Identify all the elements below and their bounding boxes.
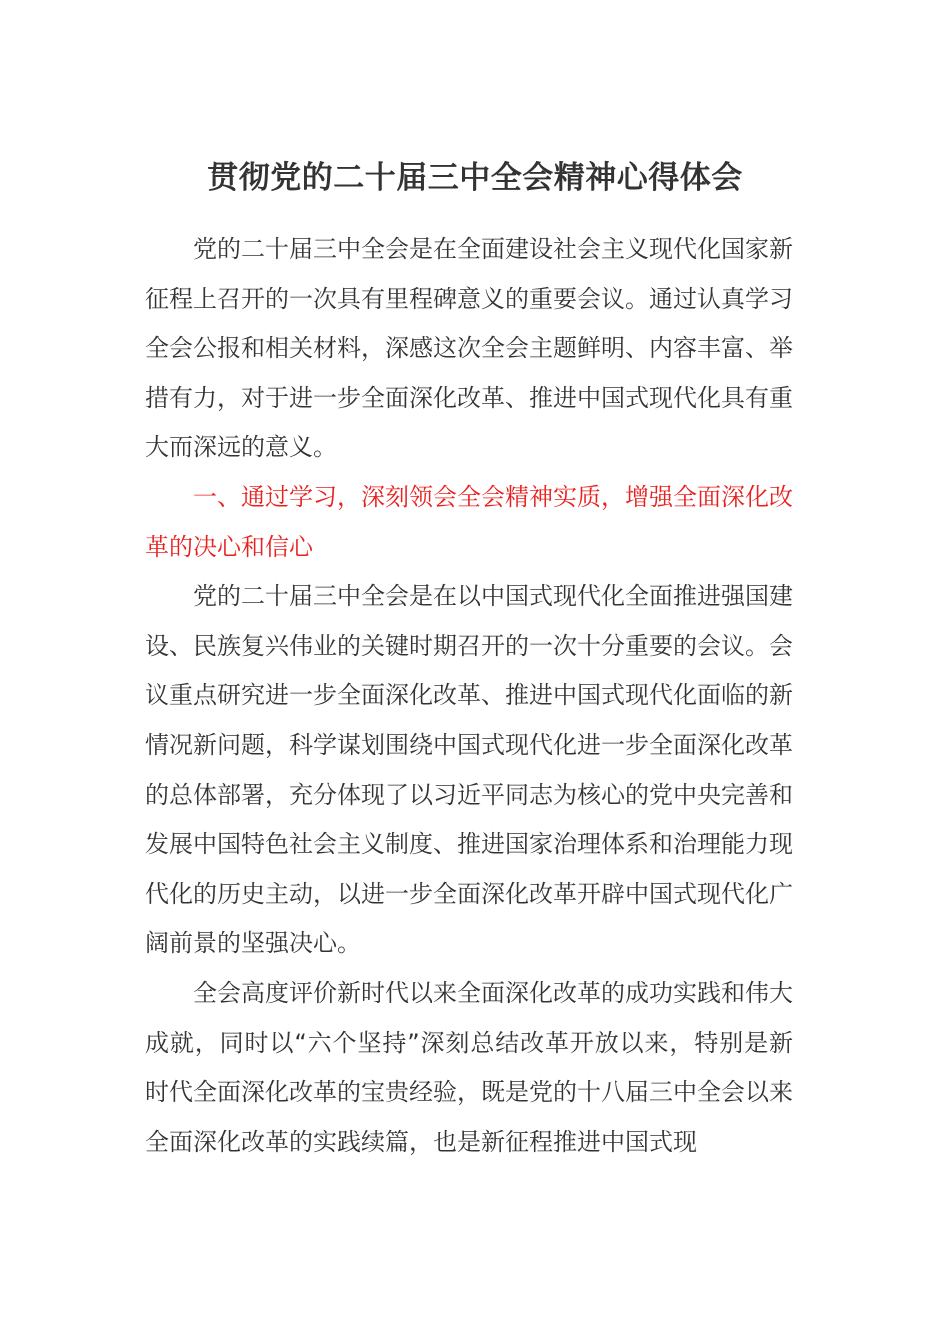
paragraph-section-1-b: 全会高度评价新时代以来全面深化改革的成功实践和伟大成就，同时以“六个坚持”深刻总结改革开放以来，特别是新时代全面深化改革的宝贵经验，既是党的十八届三中全会以来全面深化改革的实践续篇，也是新征程推进中国式现 <box>145 978 793 1156</box>
document-title: 贯彻党的二十届三中全会精神心得体会 <box>207 160 743 196</box>
document-body <box>145 225 793 1167</box>
section-heading-1: 一、通过学习，深刻领会全会精神实质，增强全面深化改革的决心和信心 <box>145 482 793 561</box>
paragraph-intro: 党的二十届三中全会是在全面建设社会主义现代化国家新征程上召开的一次具有里程碑意义的重要会议。通过认真学习全会公报和相关材料，深感这次全会主题鲜明、内容丰富、举措有力，对于进一步全面深化改革、推进中国式现代化具有重大而深远的意义。 <box>145 235 793 462</box>
paragraph-section-1-a: 党的二十届三中全会是在以中国式现代化全面推进强国建设、民族复兴伟业的关键时期召开的一次十分重要的会议。会议重点研究进一步全面深化改革、推进中国式现代化面临的新情况新问题，科学谋划围绕中国式现代化进一步全面深化改革的总体部署，充分体现了以习近平同志为核心的党中央完善和发展中国特色社会主义制度、推进国家治理体系和治理能力现代化的历史主动，以进一步全面深化改革开辟中国式现代化广阔前景的坚强决心。 <box>145 582 793 958</box>
